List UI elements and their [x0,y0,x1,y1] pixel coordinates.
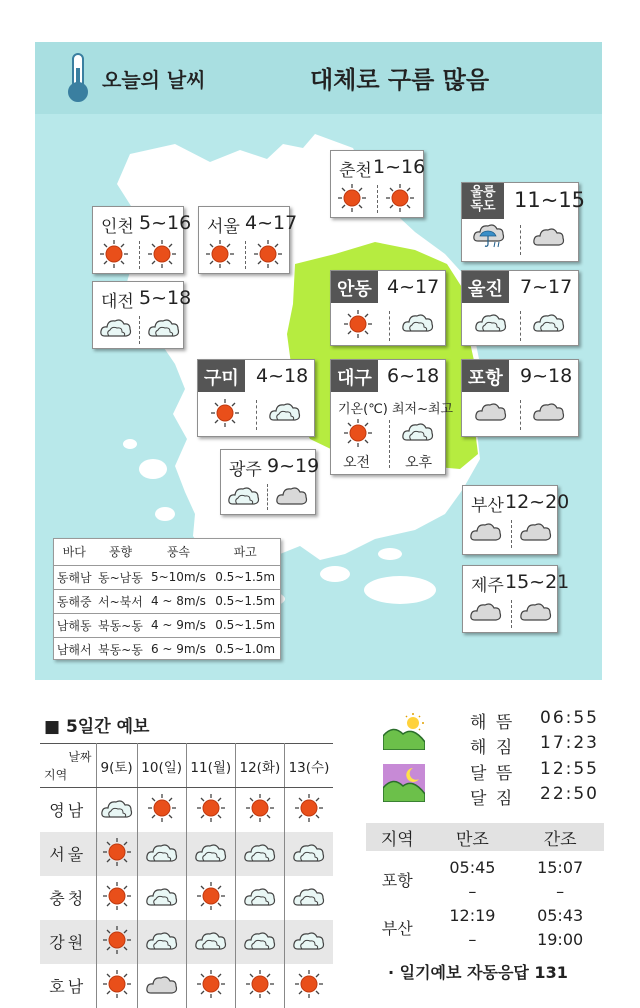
weather-icon-cell [96,964,137,1008]
thermometer-icon [63,52,93,104]
weather-icon-cell [275,482,309,512]
city-tag: 울진 [462,271,509,303]
sea-row [54,565,280,589]
cloud-icon [519,598,553,628]
sun-icon [294,793,324,827]
sunrise-icon [383,712,425,750]
sun-icon [205,239,235,273]
city-temp: 5~18 [139,287,192,309]
city-name: 광주 [229,460,262,480]
partly-cloudy-icon [268,398,302,428]
tide-high: 05:45 [449,857,496,877]
weather-icon-cell [532,309,566,339]
weather-icon-cell [532,223,566,253]
weather-icon-cell [474,398,508,428]
weather-icon-cell [235,788,284,832]
partly-cloudy-icon [532,309,566,339]
tide-high: – [468,881,477,901]
forecast-day: 12(화) [235,744,284,788]
sun-icon [253,239,283,273]
partly-cloudy-icon [145,839,179,869]
weather-icon-cell [284,876,333,920]
city-temp: 12~20 [505,491,570,513]
weather-icon-cell [469,518,503,548]
footer-note: · 일기예보 자동응답 131 [388,963,568,982]
weather-icon-cell [253,239,283,273]
weather-icon-cell [284,964,333,1008]
sea-wind-speed: 5~10m/s [147,565,211,589]
weather-icon-cell [235,832,284,876]
weather-icon-cell [96,832,137,876]
sea-header: 풍속 [147,539,211,565]
moonset-label: 달 짐 [470,789,515,809]
tide-low: 05:43 [537,905,584,925]
weather-icon-cell [186,832,235,876]
partly-cloudy-icon [292,927,326,957]
weather-icon-cell [186,788,235,832]
sun-icon [102,881,132,915]
partly-cloudy-icon [401,309,435,339]
weather-icon-cell [96,876,137,920]
city-tag: 안동 [331,271,378,303]
tide-high: – [468,929,477,949]
tide-header: 만조 [429,823,517,851]
sun-icon [99,239,129,273]
city-temp: 9~19 [267,455,320,477]
sea-wave: 0.5~1.5m [210,589,280,613]
sea-area: 남해서 [56,642,92,657]
forecast-day: 9(토) [96,744,137,788]
sea-wind-dir: 북동~동 [94,613,146,637]
city-name: 부산 [471,496,504,516]
sun-icon [147,793,177,827]
city-temp: 9~18 [520,365,573,387]
city-card-busan [462,485,570,555]
partly-cloudy-icon [147,314,181,344]
city-temp: 4~17 [387,276,440,298]
weather-icon-cell [469,598,503,628]
city-tag: 포항 [462,360,509,392]
tide-table [366,823,604,951]
tide-high: 12:19 [449,905,496,925]
partly-cloudy-icon [292,839,326,869]
weather-icon-cell [186,876,235,920]
forecast-region: 충청 [40,876,96,920]
weather-icon-cell [472,223,506,255]
moonrise-icon [383,764,425,802]
moonset-time: 22:50 [540,784,599,804]
sun-icon [210,398,240,432]
sun-icon [294,969,324,1003]
partly-cloudy-icon [145,883,179,913]
sun-icon [147,239,177,273]
sea-row [54,637,280,661]
sea-wave: 0.5~1.5m [210,613,280,637]
cloud-icon [519,518,553,548]
forecast-day: 13(수) [284,744,333,788]
sea-wind-dir: 서~북서 [94,589,146,613]
forecast-region: 호남 [40,964,96,1008]
sea-wind-dir: 동~남동 [94,565,146,589]
tide-low: 15:07 [537,857,584,877]
weather-icon-cell [147,239,177,273]
forecast-region: 영남 [40,788,96,832]
city-card-gumi [197,359,315,437]
weather-icon-cell [137,964,186,1008]
weather-icon-cell [235,964,284,1008]
sea-row [54,613,280,637]
city-name: 대전 [101,292,134,312]
forecast-region: 서울 [40,832,96,876]
weather-icon-cell [519,518,553,548]
forecast-region: 강원 [40,920,96,964]
weather-icon-cell [205,239,235,273]
sunrise-time: 06:55 [540,708,599,728]
city-temp: 11~15 [514,188,586,212]
city-card-gwangju [220,449,320,515]
cloud-icon [469,518,503,548]
weather-icon-cell [137,920,186,964]
sun-icon [102,969,132,1003]
weather-icon-cell [137,876,186,920]
tide-low: 19:00 [537,929,584,949]
city-temp: 7~17 [520,276,573,298]
partly-cloudy-icon [243,927,277,957]
sea-header: 파고 [210,539,280,565]
sea-wind-speed: 4 ~ 8m/s [147,589,211,613]
weather-icon-cell [96,788,137,832]
partly-cloudy-icon [243,839,277,869]
cloud-icon [145,971,179,1001]
weather-icon-cell [343,418,373,452]
corner-region-label: 지역 [44,768,68,782]
cloud-icon [532,223,566,253]
sunrise-label: 해 뜸 [470,713,515,733]
legend-pm: 오후 [405,455,433,471]
city-card-ulleungdo [461,182,586,262]
tide-region: 부산 [381,918,413,938]
sun-icon [196,881,226,915]
city-name: 인천 [101,217,134,237]
sea-area: 동해남 [54,565,94,589]
sea-wind-dir: 북동~동 [98,642,143,657]
sun-icon [343,418,373,452]
city-tag: 대구 [331,360,378,392]
tide-header: 지역 [366,823,429,851]
partly-cloudy-icon [474,309,508,339]
sea-wind-speed: 4 ~ 9m/s [147,613,211,637]
sea-wave: 0.5~1.5m [210,565,280,589]
city-card-daegu [330,359,454,475]
city-card-uljin [461,270,579,346]
sun-icon [102,925,132,959]
sea-header: 바다 [54,539,94,565]
sunset-label: 해 짐 [470,738,515,758]
sea-header: 풍향 [94,539,146,565]
city-card-andong [330,270,446,346]
corner-date-label: 날짜 [68,750,92,764]
sun-icon [245,793,275,827]
sea-conditions-table [53,538,281,660]
forecast-day: 10(일) [137,744,186,788]
forecast-title: ■ 5일간 예보 [44,717,150,737]
forecast-corner [40,744,96,788]
weather-icon-cell [137,832,186,876]
city-temp: 15~21 [505,571,570,593]
weather-icon-cell [401,309,435,339]
city-temp: 5~16 [139,212,192,234]
partly-cloudy-icon [99,314,133,344]
sun-icon [196,793,226,827]
forecast-day: 11(월) [186,744,235,788]
sea-wind-speed: 6 ~ 9m/s [150,642,206,657]
partly-cloudy-icon [100,795,134,825]
city-tag: 구미 [198,360,245,392]
legend-am: 오전 [343,455,371,471]
weather-icon-cell [284,920,333,964]
city-tag: 울릉 독도 [462,183,504,219]
city-card-seoul [198,206,298,274]
sun-icon [196,969,226,1003]
sea-area: 동해중 [54,589,94,613]
moonrise-label: 달 뜸 [470,764,515,784]
weather-icon-cell [284,832,333,876]
weather-icon-cell [284,788,333,832]
weather-icon-cell [99,239,129,273]
sea-area: 남해동 [54,613,94,637]
cloud-icon [474,398,508,428]
partly-cloudy-icon [194,927,228,957]
cloud-icon [275,482,309,512]
weather-icon-cell [99,314,133,344]
city-name: 춘천 [339,161,372,181]
weather-icon-cell [268,398,302,428]
sunset-time: 17:23 [540,733,599,753]
sun-icon [102,837,132,871]
weather-icon-cell [343,309,373,343]
city-temp: 4~18 [256,365,309,387]
city-name: 서울 [207,217,240,237]
weather-icon-cell [227,482,261,512]
partly-cloudy-icon [194,839,228,869]
weather-icon-cell [235,876,284,920]
partly-cloudy-icon [227,482,261,512]
weather-icon-cell [210,398,240,432]
weather-icon-cell [96,920,137,964]
cloud-icon [469,598,503,628]
weather-icon-cell [137,788,186,832]
weather-icon-cell [532,398,566,428]
sun-icon [385,183,415,217]
city-temp: 1~16 [373,156,426,178]
tide-low: – [556,881,565,901]
tide-region: 포항 [381,870,413,890]
weather-icon-cell [186,964,235,1008]
page-title: 오늘의 날씨 [102,68,206,92]
city-card-jeju [462,565,570,633]
city-card-pohang [461,359,579,437]
weather-icon-cell [519,598,553,628]
weather-icon-cell [147,314,181,344]
tide-header: 간조 [516,823,604,851]
city-card-chuncheon [330,150,424,218]
weather-condition: 대체로 구름 많음 [310,66,489,94]
sea-wave: 0.5~1.0m [215,642,276,657]
weather-icon-cell [474,309,508,339]
sun-icon [337,183,367,217]
cloud-icon [532,398,566,428]
city-card-daejeon [92,281,192,349]
sun-icon [343,309,373,343]
rain-icon [472,223,506,255]
weather-icon-cell [401,418,435,448]
weather-icon-cell [385,183,415,217]
city-temp: 4~17 [245,212,298,234]
forecast-table [40,743,333,1008]
city-temp: 6~18 [387,365,440,387]
weather-icon-cell [337,183,367,217]
legend-text: 기온(℃) 최저~최고 [338,402,454,417]
city-name: 제주 [471,576,504,596]
sun-icon [245,969,275,1003]
partly-cloudy-icon [292,883,326,913]
partly-cloudy-icon [145,927,179,957]
city-card-incheon [92,206,192,274]
sea-row [54,589,280,613]
weather-icon-cell [186,920,235,964]
partly-cloudy-icon [243,883,277,913]
partly-cloudy-icon [401,418,435,448]
weather-icon-cell [235,920,284,964]
moonrise-time: 12:55 [540,759,599,779]
